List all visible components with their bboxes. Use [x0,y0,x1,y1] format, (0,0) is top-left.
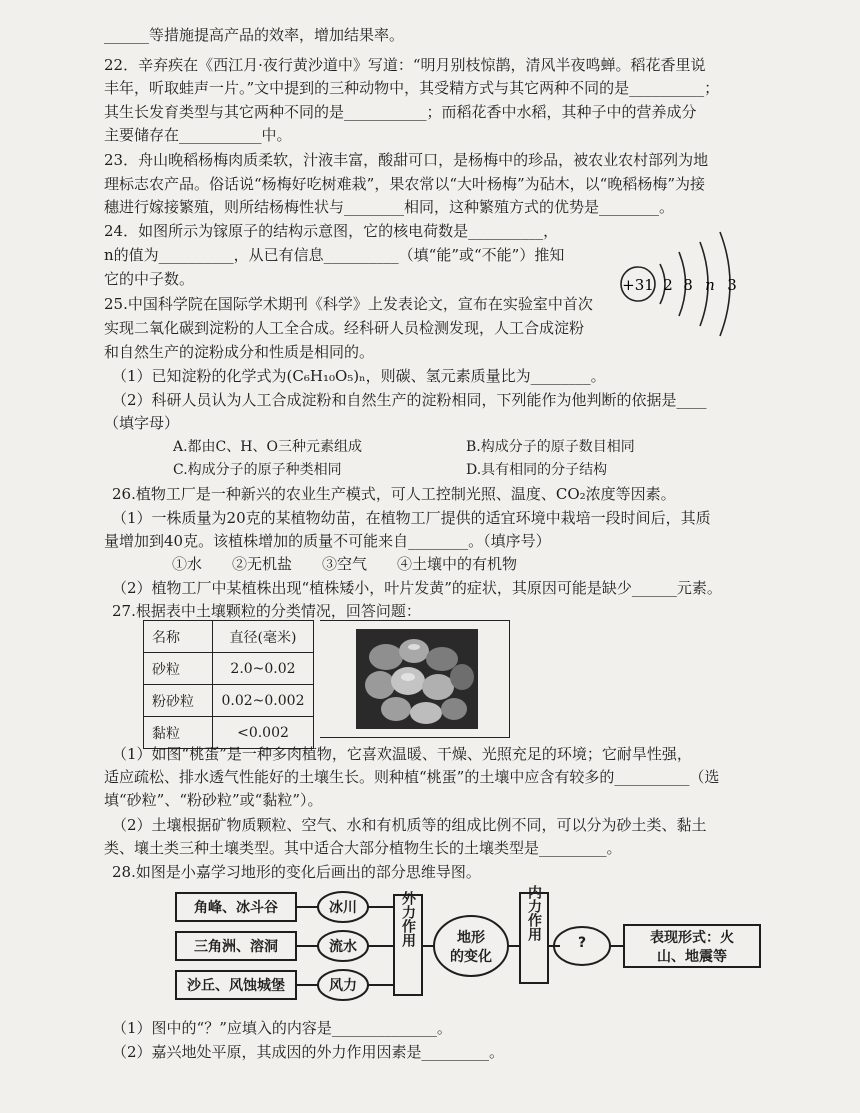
example-water: 三角洲、溶洞 [194,939,278,955]
landform-change-line-2: 的变化 [450,949,492,965]
q25-line-2: 实现二氧化碳到淀粉的人工全合成。经科研人员检测发现，人工合成淀粉 [104,319,585,337]
nucleus-charge: +31 [622,276,654,294]
q26-choices: ①水 ②无机盐 ③空气 ④土壤中的有机物 [172,555,518,573]
gallium-atom-diagram [616,226,746,338]
q23-line-1: 23．舟山晚稻杨梅肉质柔软，汁液丰富，酸甜可口，是杨梅中的珍品，被农业农村部列为地 [104,151,709,169]
table-cell: <0.002 [213,717,314,749]
q25-line-3: 和自然生产的淀粉成分和性质是相同的。 [104,343,375,361]
q25-option-b: B.构成分子的原子数目相同 [466,439,635,455]
q28-sub-2: （2）嘉兴地处平原，其成因的外力作用因素是_________。 [112,1043,505,1061]
q27-sub-1b: 适应疏松、排水透气性能好的土壤生长。则种植“桃蛋”的土壤中应含有较多的__________（选 [104,768,720,786]
q25-sub-2-hint: （填字母） [104,414,180,432]
q28-line-1: 28.如图是小嘉学习地形的变化后画出的部分思维导图。 [112,863,481,881]
q24-line-1: 24．如图所示为镓原子的结构示意图，它的核电荷数是__________， [104,222,559,240]
q25-option-d: D.具有相同的分子结构 [466,462,608,478]
q25-option-c: C.构成分子的原子种类相同 [173,462,342,478]
table-header-name: 名称 [144,621,213,653]
shell-3-count: n [705,276,715,294]
table-cell: 黏粒 [144,717,213,749]
table-header-row [144,621,314,653]
q25-sub-1: （1）已知淀粉的化学式为(C₆H₁₀O₅)ₙ，则碳、氢元素质量比为________。 [112,367,606,385]
q26-line-1: 26.植物工厂是一种新兴的农业生产模式，可人工控制光照、温度、CO₂浓度等因素。 [112,485,676,503]
q23-line-2: 理标志农产品。俗话说“杨梅好吃树难栽”，果农常以“大叶杨梅”为砧木，以“晚稻杨梅”为接 [104,175,706,193]
q21-tail: ______等措施提高产品的效率，增加结果率。 [104,26,405,44]
table-cell: 0.02~0.002 [213,685,314,717]
agent-glacier: 冰川 [329,900,357,916]
example-glacier: 角峰、冰斗谷 [194,900,278,916]
result-line-2: 山、地震等 [657,949,727,965]
unknown-label: ? [577,935,587,951]
q27-sub-2b: 类、壤土类三种土壤类型。其中适合大部分植物生长的土壤类型是_________。 [104,839,622,857]
agent-wind: 风力 [329,978,357,994]
q27-sub-1: （1）如图“桃蛋”是一种多肉植物，它喜欢温暖、干燥、光照充足的环境；它耐旱性强， [112,745,692,763]
q28-sub-1: （1）图中的“？”应填入的内容是______________。 [112,1019,452,1037]
shell-1-count: 2 [663,276,673,294]
landform-change-node [434,916,508,976]
example-wind: 沙丘、风蚀城堡 [187,978,285,994]
table-row [144,653,314,685]
q25-sub-2: （2）科研人员认为人工合成淀粉和自然生产的淀粉相同，下列能作为他判断的依据是____ [112,391,707,409]
q27-line-1: 27.根据表中土壤颗粒的分类情况，回答问题： [112,602,421,620]
photo-panel [320,620,510,738]
shell-2-count: 8 [683,276,693,294]
agent-water: 流水 [329,939,357,955]
q27-sub-1c: 填“砂粒”、“粉砂粒”或“黏粒”）。 [104,791,323,809]
q25-option-a: A.都由C、H、O三种元素组成 [173,439,362,455]
q22-line-3: 其生长发育类型与其它两种不同的是___________；而稻花香中水稻，其种子中的营养成分 [104,103,697,121]
table-header-diameter: 直径(毫米) [213,621,314,653]
q22-line-1: 22．辛弃疾在《西江月·夜行黄沙道中》写道：“明月别枝惊鹊，清风半夜鸣蝉。稻花香里说 [104,56,706,74]
succulent-photo [356,629,478,729]
landform-mind-map [168,885,808,1005]
external-force-label: 外力作用 [400,891,416,947]
landform-change-line-1: 地形 [457,930,485,946]
q23-line-3: 穗进行嫁接繁殖，则所结杨梅性状与________相同，这种繁殖方式的优势是________。 [104,198,675,216]
q26-sub-2: （2）植物工厂中某植株出现“植株矮小，叶片发黄”的症状，其原因可能是缺少______元素。 [112,579,722,597]
table-cell: 砂粒 [144,653,213,685]
q24-line-3: 它的中子数。 [104,270,195,288]
internal-force-label: 内力作用 [526,885,542,941]
table-row [144,685,314,717]
q26-sub-1: （1）一株质量为20克的某植物幼苗，在植物工厂提供的适宜环境中栽培一段时间后，其质 [112,509,711,527]
q27-sub-2: （2）土壤根据矿物质颗粒、空气、水和有机质等的组成比例不同，可以分为砂土类、黏土 [112,816,707,834]
shell-4-count: 3 [727,276,737,294]
result-line-1: 表现形式：火 [650,930,734,946]
table-cell: 粉砂粒 [144,685,213,717]
q22-line-4: 主要储存在___________中。 [104,126,292,144]
q22-line-2: 丰年，听取蛙声一片。”文中提到的三种动物中，其受精方式与其它两种不同的是__________； [104,79,720,97]
q26-sub-1b: 量增加到40克。该植株增加的质量不可能来自________。（填序号） [104,532,551,550]
q25-line-1: 25.中国科学院在国际学术期刊《科学》上发表论文，宣布在实验室中首次 [104,295,593,313]
q24-line-2: n的值为__________，从已有信息__________（填“能”或“不能”）推知 [104,246,565,264]
soil-particle-table [143,620,314,749]
table-cell: 2.0~0.02 [213,653,314,685]
